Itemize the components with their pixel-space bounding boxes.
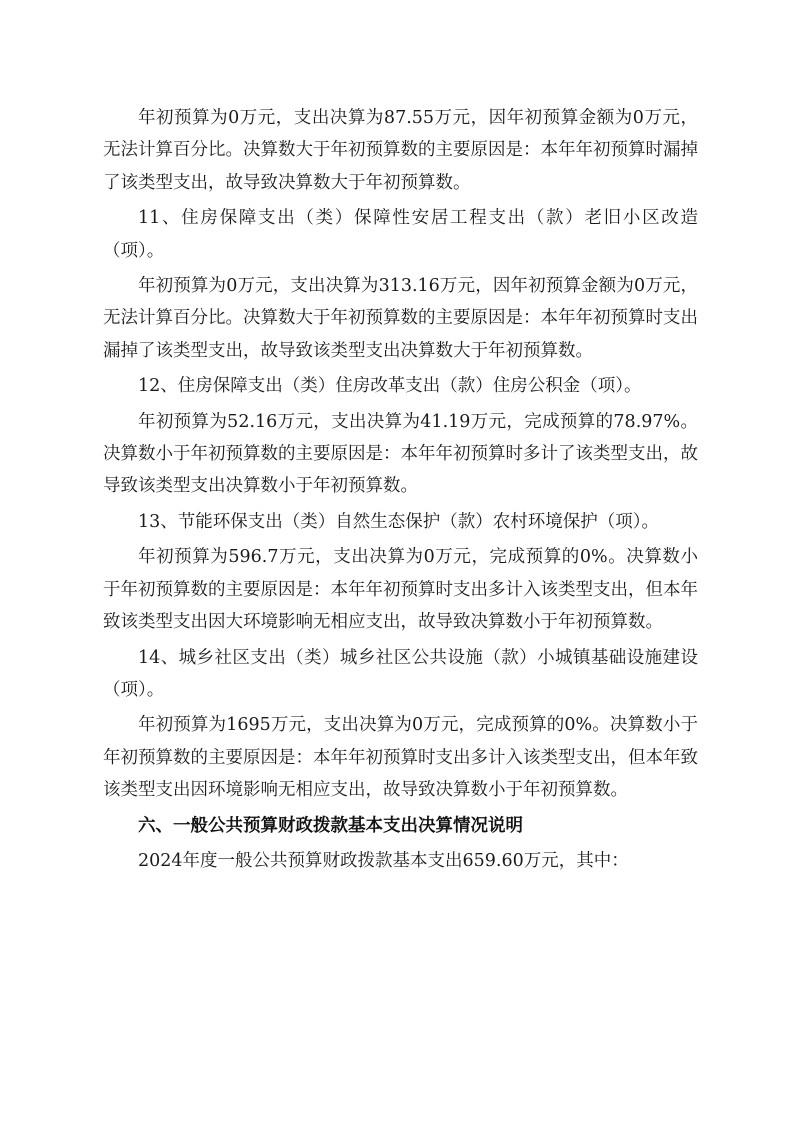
document-body	[103, 102, 698, 880]
paragraph-item-13-budget: 年初预算为596.7万元，支出决算为0万元，完成预算的0%。决算数小于年初预算数的主要原因是：本年年初预算时支出多计入该类型支出，但本年致该类型支出因大环境影响无相应支出，故导致决算数小于年初预算数。	[103, 547, 698, 633]
section-heading: 六、一般公共预算财政拨款基本支出决算情况说明	[138, 815, 523, 836]
paragraph-item-10-budget: 年初预算为0万元，支出决算为87.55万元，因年初预算金额为0万元，无法计算百分比。决算数大于年初预算数的主要原因是：本年年初预算时漏掉了该类型支出，故导致决算数大于年初预算数。	[103, 108, 698, 193]
paragraph-item-14-budget: 年初预算为1695万元，支出决算为0万元，完成预算的0%。决算数小于年初预算数的主要原因是：本年年初预算时支出多计入该类型支出，但本年致该类型支出因环境影响无相应支出，故导致决算数小于年初预算数。	[103, 715, 698, 801]
item-11-title: 11、住房保障支出（类）保障性安居工程支出（款）老旧小区改造（项）。	[103, 208, 698, 261]
paragraph-item-12-budget: 年初预算为52.16万元，支出决算为41.19万元，完成预算的78.97%。决算数小于年初预算数的主要原因是：本年年初预算时多计了该类型支出，故导致该类型支出决算数小于年初预算数。	[103, 411, 698, 497]
item-14-title: 14、城乡社区支出（类）城乡社区公共设施（款）小城镇基础设施建设（项）。	[103, 647, 698, 700]
item-12-title: 12、住房保障支出（类）住房改革支出（款）住房公积金（项）。	[138, 376, 642, 397]
paragraph-item-11-budget: 年初预算为0万元，支出决算为313.16万元，因年初预算金额为0万元，无法计算百分比。决算数大于年初预算数的主要原因是：本年年初预算时支出漏掉了该类型支出，故导致该类型支出决算数大于年初预算数。	[103, 276, 698, 361]
paragraph-basic-expenditure: 2024年度一般公共预算财政拨款基本支出659.60万元，其中：	[138, 850, 629, 871]
item-13-title: 13、节能环保支出（类）自然生态保护（款）农村环境保护（项）。	[138, 511, 660, 532]
